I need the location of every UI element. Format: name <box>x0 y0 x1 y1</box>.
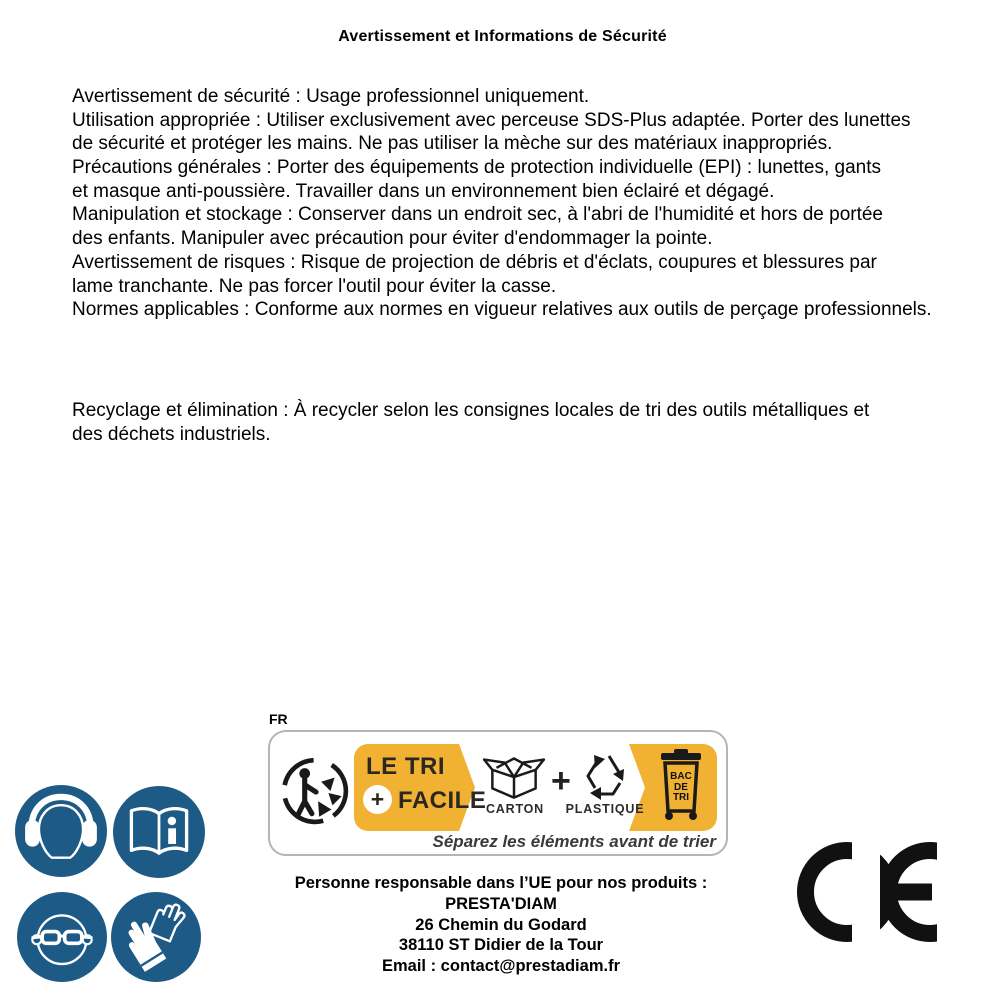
safety-line: de sécurité et protéger les mains. Ne pas utiliser la mèche sur des matériaux inappropriés. <box>72 133 833 155</box>
page-title: Avertissement et Informations de Sécurité <box>338 28 667 45</box>
country-code-label: FR <box>269 711 288 727</box>
ce-mark-icon <box>795 840 945 944</box>
safety-line: Avertissement de risques : Risque de projection de débris et d'éclats, coupures et blessures par <box>72 251 877 273</box>
wear-protective-gloves-icon <box>111 892 201 982</box>
recycling-line: Recyclage et élimination : À recycler selon les consignes locales de tri des outils métalliques et <box>72 400 870 421</box>
safety-line: des enfants. Manipuler avec précaution pour éviter d'endommager la pointe. <box>72 228 713 250</box>
safety-line: et masque anti-poussière. Travailler dans un environnement bien éclairé et dégagé. <box>72 180 775 202</box>
responsible-line: Email : contact@prestadiam.fr <box>382 957 620 976</box>
responsible-line: PRESTA'DIAM <box>445 894 557 913</box>
material-label-plastique: PLASTIQUE <box>565 802 645 816</box>
bin-text: BAC DE TRI <box>670 771 692 803</box>
wear-eye-protection-icon <box>17 892 107 982</box>
safety-text-block <box>72 85 932 322</box>
recycling-loop-icon <box>575 747 633 803</box>
responsible-line: 38110 ST Didier de la Tour <box>398 936 604 955</box>
wear-ear-protection-icon <box>15 785 107 877</box>
safety-line: Manipulation et stockage : Conserver dans un endroit sec, à l'abri de l'humidité et hors de portée <box>72 204 883 226</box>
safety-line: Précautions générales : Porter des équipements de protection individuelle (EPI) : lunettes, gants <box>72 157 882 179</box>
recycling-line: des déchets industriels. <box>72 423 271 445</box>
recycling-text-block <box>72 399 869 446</box>
carton-box-icon <box>480 747 548 803</box>
tri-plus-icon: + <box>363 785 392 814</box>
responsible-line: 26 Chemin du Godard <box>415 915 587 934</box>
responsible-line: Personne responsable dans l’UE pour nos produits : <box>294 874 708 892</box>
safety-line: lame tranchante. Ne pas forcer l'outil pour éviter la casse. <box>72 275 557 297</box>
safety-line: Utilisation appropriée : Utiliser exclusivement avec perceuse SDS-Plus adaptée. Porter des lunettes <box>72 109 911 131</box>
safety-line: Normes applicables : Conforme aux normes en vigueur relatives aux outils de perçage professionnels. <box>72 299 932 321</box>
info-tri-label <box>268 730 728 856</box>
triman-icon <box>280 756 350 826</box>
read-instruction-manual-icon <box>113 786 205 878</box>
safety-line: Avertissement de sécurité : Usage professionnel uniquement. <box>72 86 590 107</box>
tri-headline-top: LE TRI <box>366 753 445 780</box>
tri-headline-bottom: FACILE <box>398 787 487 814</box>
tri-footer-text: Séparez les éléments avant de trier <box>432 832 716 851</box>
responsible-person-block <box>240 873 762 977</box>
materials-plus-separator: + <box>551 762 571 800</box>
material-label-carton: CARTON <box>485 802 545 816</box>
